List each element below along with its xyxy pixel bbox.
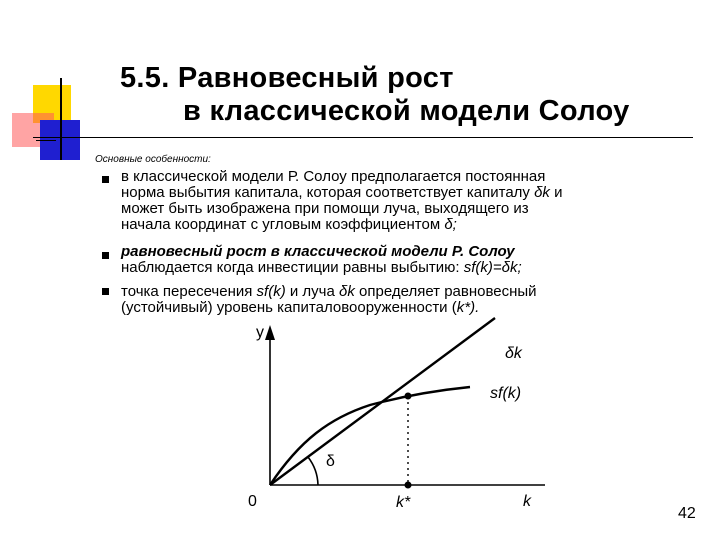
equilibrium-point — [405, 393, 412, 400]
sf-curve — [270, 387, 470, 485]
bullet-2-line-2: наблюдается когда инвестиции равны выбытию: sf(k)=δk; — [121, 259, 522, 276]
k-star-label: k* — [396, 494, 411, 511]
bullet-1-line-3: может быть изображена при помощи луча, выходящего из — [121, 200, 529, 217]
slide-title-line-2: в классической модели Солоу — [183, 95, 630, 127]
bullet-1-line-4: начала координат с угловым коэффициентом δ; — [121, 216, 457, 233]
y-axis-label: y — [256, 324, 264, 341]
origin-label: 0 — [248, 493, 257, 510]
curve-label: sf(k) — [490, 385, 522, 402]
equilibrium-formula: sf(k)=δk; — [463, 259, 522, 276]
y-axis-arrow — [265, 325, 275, 340]
delta-angle-arc — [308, 457, 318, 485]
bullet-3-line-1: точка пересечения sf(k) и луча δk определяет равновесный — [121, 283, 537, 300]
section-subtitle: Основные особенности: — [95, 154, 211, 165]
page-number: 42 — [678, 505, 696, 522]
bullet-3-line-2: (устойчивый) уровень капиталовооруженности (k*). — [121, 299, 480, 316]
bullet-1-line-1: в классической модели Р. Солоу предполагается постоянная — [121, 168, 546, 185]
angle-label: δ — [326, 453, 335, 470]
delta-symbol: δ; — [444, 216, 457, 233]
k-star-point — [405, 482, 412, 489]
dk-symbol: δk — [534, 184, 550, 201]
bullet-2-emphasis: равновесный рост в классической модели Р. Солоу — [121, 243, 515, 260]
bullet-1-line-2: норма выбытия капитала, которая соответствует капиталу δk и — [121, 184, 563, 201]
x-axis-label: k — [523, 493, 531, 510]
slide-title-line-1: 5.5. Равновесный рост — [120, 62, 454, 94]
ray-label: δk — [505, 345, 522, 362]
